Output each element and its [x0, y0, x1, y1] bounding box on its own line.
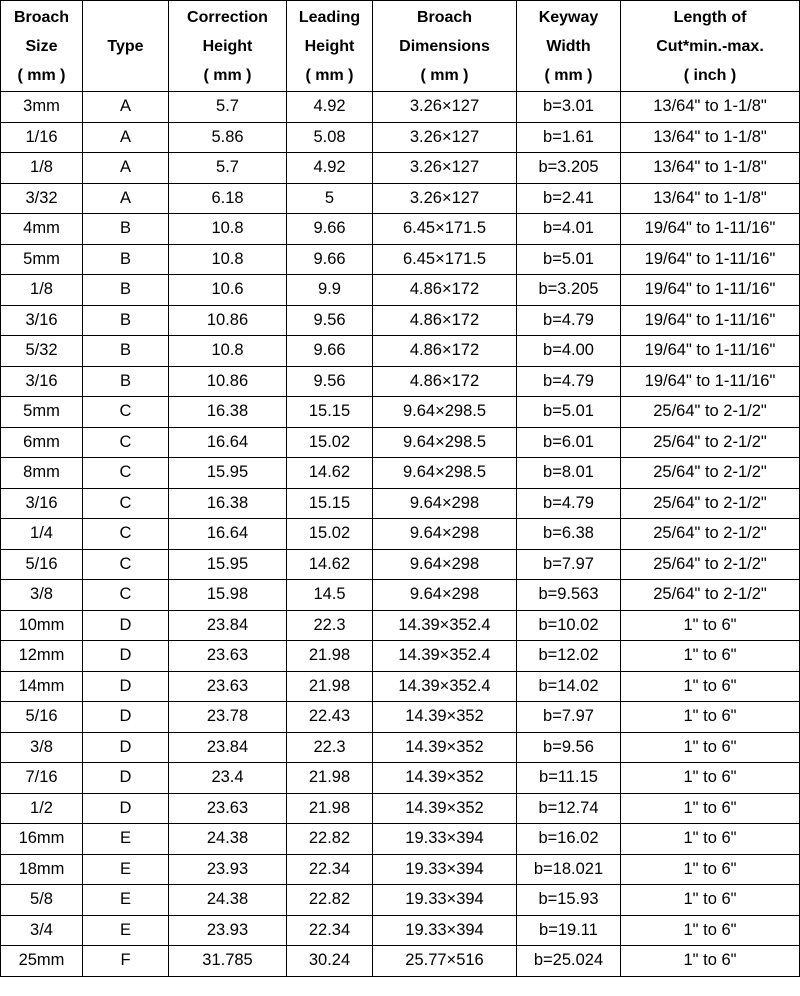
cell-type: D [83, 610, 169, 641]
cell-length-of-cut: 1" to 6" [621, 915, 800, 946]
cell-broach-size: 5mm [1, 244, 83, 275]
table-row [1, 244, 800, 275]
cell-type: B [83, 244, 169, 275]
cell-broach-size: 1/8 [1, 153, 83, 184]
cell-correction-height: 16.38 [169, 397, 287, 428]
cell-correction-height: 23.93 [169, 854, 287, 885]
cell-keyway-width: b=3.205 [517, 153, 621, 184]
cell-keyway-width: b=9.56 [517, 732, 621, 763]
cell-type: D [83, 641, 169, 672]
cell-keyway-width: b=10.02 [517, 610, 621, 641]
cell-keyway-width: b=6.38 [517, 519, 621, 550]
cell-leading-height: 15.15 [287, 488, 373, 519]
cell-broach-size: 4mm [1, 214, 83, 245]
cell-correction-height: 10.8 [169, 244, 287, 275]
cell-broach-size: 3/16 [1, 305, 83, 336]
cell-correction-height: 10.8 [169, 336, 287, 367]
cell-length-of-cut: 1" to 6" [621, 671, 800, 702]
cell-length-of-cut: 13/64" to 1-1/8" [621, 153, 800, 184]
cell-length-of-cut: 13/64" to 1-1/8" [621, 122, 800, 153]
cell-leading-height: 9.9 [287, 275, 373, 306]
cell-correction-height: 23.63 [169, 793, 287, 824]
cell-type: C [83, 458, 169, 489]
cell-broach-dimensions: 3.26×127 [373, 183, 517, 214]
header-leading-height [287, 1, 373, 92]
cell-correction-height: 23.93 [169, 915, 287, 946]
cell-leading-height: 21.98 [287, 763, 373, 794]
header-line: ( mm ) [17, 66, 66, 84]
cell-leading-height: 9.56 [287, 305, 373, 336]
cell-broach-dimensions: 14.39×352 [373, 732, 517, 763]
table-row [1, 153, 800, 184]
cell-correction-height: 6.18 [169, 183, 287, 214]
cell-length-of-cut: 1" to 6" [621, 793, 800, 824]
header-line: Length of [673, 8, 747, 26]
cell-leading-height: 22.34 [287, 915, 373, 946]
cell-keyway-width: b=3.01 [517, 92, 621, 123]
header-length-of-cut [621, 1, 800, 92]
table-row [1, 458, 800, 489]
cell-broach-size: 18mm [1, 854, 83, 885]
cell-length-of-cut: 1" to 6" [621, 946, 800, 977]
cell-broach-size: 3/16 [1, 366, 83, 397]
cell-type: A [83, 122, 169, 153]
cell-broach-dimensions: 14.39×352 [373, 702, 517, 733]
cell-correction-height: 15.95 [169, 549, 287, 580]
cell-leading-height: 15.02 [287, 427, 373, 458]
cell-broach-dimensions: 4.86×172 [373, 336, 517, 367]
cell-keyway-width: b=3.205 [517, 275, 621, 306]
cell-keyway-width: b=9.563 [517, 580, 621, 611]
header-row [1, 1, 800, 92]
cell-length-of-cut: 25/64" to 2-1/2" [621, 549, 800, 580]
cell-leading-height: 22.3 [287, 732, 373, 763]
cell-broach-dimensions: 19.33×394 [373, 824, 517, 855]
cell-type: E [83, 854, 169, 885]
cell-broach-dimensions: 9.64×298.5 [373, 427, 517, 458]
cell-broach-dimensions: 14.39×352 [373, 763, 517, 794]
cell-leading-height: 14.62 [287, 549, 373, 580]
cell-broach-dimensions: 9.64×298 [373, 580, 517, 611]
cell-length-of-cut: 1" to 6" [621, 885, 800, 916]
cell-broach-dimensions: 19.33×394 [373, 854, 517, 885]
table-row [1, 793, 800, 824]
table-row [1, 671, 800, 702]
cell-length-of-cut: 25/64" to 2-1/2" [621, 458, 800, 489]
cell-leading-height: 22.82 [287, 824, 373, 855]
cell-broach-size: 16mm [1, 824, 83, 855]
header-line: Cut*min.-max. [656, 37, 764, 55]
cell-broach-dimensions: 9.64×298.5 [373, 397, 517, 428]
cell-type: E [83, 885, 169, 916]
cell-broach-size: 7/16 [1, 763, 83, 794]
cell-broach-dimensions: 6.45×171.5 [373, 214, 517, 245]
cell-leading-height: 30.24 [287, 946, 373, 977]
header-correction-height [169, 1, 287, 92]
cell-correction-height: 24.38 [169, 885, 287, 916]
header-broach-size [1, 1, 83, 92]
cell-broach-dimensions: 14.39×352 [373, 793, 517, 824]
header-line: ( mm ) [203, 66, 252, 84]
cell-keyway-width: b=7.97 [517, 702, 621, 733]
cell-length-of-cut: 19/64" to 1-11/16" [621, 244, 800, 275]
cell-length-of-cut: 19/64" to 1-11/16" [621, 366, 800, 397]
cell-leading-height: 21.98 [287, 641, 373, 672]
header-line: Dimensions [399, 37, 490, 55]
table-row [1, 580, 800, 611]
table-row [1, 824, 800, 855]
table-row [1, 946, 800, 977]
cell-broach-dimensions: 3.26×127 [373, 153, 517, 184]
cell-length-of-cut: 25/64" to 2-1/2" [621, 580, 800, 611]
table-row [1, 214, 800, 245]
cell-leading-height: 14.62 [287, 458, 373, 489]
cell-broach-size: 12mm [1, 641, 83, 672]
header-line: Keyway [538, 8, 599, 26]
cell-broach-dimensions: 19.33×394 [373, 885, 517, 916]
cell-length-of-cut: 25/64" to 2-1/2" [621, 488, 800, 519]
table-row [1, 366, 800, 397]
cell-broach-size: 14mm [1, 671, 83, 702]
cell-keyway-width: b=12.74 [517, 793, 621, 824]
cell-correction-height: 15.95 [169, 458, 287, 489]
cell-type: C [83, 549, 169, 580]
header-line: Width [546, 37, 591, 55]
cell-broach-size: 5/8 [1, 885, 83, 916]
cell-length-of-cut: 1" to 6" [621, 641, 800, 672]
table-row [1, 92, 800, 123]
cell-length-of-cut: 25/64" to 2-1/2" [621, 519, 800, 550]
cell-broach-size: 5/16 [1, 549, 83, 580]
table-row [1, 305, 800, 336]
cell-broach-size: 1/2 [1, 793, 83, 824]
cell-type: B [83, 214, 169, 245]
cell-keyway-width: b=25.024 [517, 946, 621, 977]
header-line: Broach [416, 8, 473, 26]
cell-broach-dimensions: 19.33×394 [373, 915, 517, 946]
cell-broach-size: 3/8 [1, 580, 83, 611]
table-row [1, 549, 800, 580]
cell-leading-height: 15.02 [287, 519, 373, 550]
cell-keyway-width: b=5.01 [517, 244, 621, 275]
cell-broach-size: 6mm [1, 427, 83, 458]
cell-broach-size: 3mm [1, 92, 83, 123]
table-row [1, 488, 800, 519]
table-row [1, 336, 800, 367]
table-row [1, 519, 800, 550]
cell-type: C [83, 427, 169, 458]
cell-leading-height: 22.34 [287, 854, 373, 885]
cell-leading-height: 22.82 [287, 885, 373, 916]
cell-length-of-cut: 13/64" to 1-1/8" [621, 92, 800, 123]
cell-broach-dimensions: 9.64×298 [373, 549, 517, 580]
cell-broach-size: 10mm [1, 610, 83, 641]
cell-leading-height: 9.56 [287, 366, 373, 397]
cell-broach-dimensions: 25.77×516 [373, 946, 517, 977]
cell-length-of-cut: 1" to 6" [621, 763, 800, 794]
cell-broach-dimensions: 14.39×352.4 [373, 671, 517, 702]
cell-correction-height: 23.78 [169, 702, 287, 733]
cell-type: B [83, 366, 169, 397]
cell-broach-size: 1/8 [1, 275, 83, 306]
cell-broach-dimensions: 4.86×172 [373, 305, 517, 336]
cell-correction-height: 23.63 [169, 671, 287, 702]
header-line: ( mm ) [420, 66, 469, 84]
cell-leading-height: 9.66 [287, 214, 373, 245]
header-keyway-width [517, 1, 621, 92]
cell-broach-dimensions: 3.26×127 [373, 122, 517, 153]
cell-broach-dimensions: 9.64×298.5 [373, 458, 517, 489]
cell-type: E [83, 824, 169, 855]
cell-keyway-width: b=4.00 [517, 336, 621, 367]
cell-keyway-width: b=4.79 [517, 366, 621, 397]
cell-leading-height: 4.92 [287, 92, 373, 123]
cell-correction-height: 5.7 [169, 153, 287, 184]
cell-length-of-cut: 1" to 6" [621, 610, 800, 641]
cell-broach-dimensions: 9.64×298 [373, 488, 517, 519]
header-line: Size [25, 37, 58, 55]
table-row [1, 275, 800, 306]
cell-broach-dimensions: 3.26×127 [373, 92, 517, 123]
cell-keyway-width: b=14.02 [517, 671, 621, 702]
cell-leading-height: 5.08 [287, 122, 373, 153]
cell-length-of-cut: 19/64" to 1-11/16" [621, 305, 800, 336]
cell-keyway-width: b=8.01 [517, 458, 621, 489]
cell-leading-height: 21.98 [287, 793, 373, 824]
cell-broach-size: 3/32 [1, 183, 83, 214]
cell-broach-dimensions: 4.86×172 [373, 275, 517, 306]
header-line: Height [304, 37, 355, 55]
cell-correction-height: 16.64 [169, 427, 287, 458]
cell-correction-height: 5.7 [169, 92, 287, 123]
header-line: Correction [187, 8, 268, 26]
cell-type: D [83, 763, 169, 794]
cell-type: D [83, 702, 169, 733]
table-row [1, 122, 800, 153]
cell-keyway-width: b=12.02 [517, 641, 621, 672]
cell-length-of-cut: 19/64" to 1-11/16" [621, 336, 800, 367]
cell-keyway-width: b=2.41 [517, 183, 621, 214]
cell-correction-height: 10.86 [169, 305, 287, 336]
cell-type: F [83, 946, 169, 977]
table-body [1, 92, 800, 977]
cell-correction-height: 16.38 [169, 488, 287, 519]
cell-broach-size: 1/16 [1, 122, 83, 153]
cell-length-of-cut: 25/64" to 2-1/2" [621, 427, 800, 458]
cell-type: D [83, 732, 169, 763]
cell-broach-size: 3/16 [1, 488, 83, 519]
cell-correction-height: 24.38 [169, 824, 287, 855]
cell-broach-size: 1/4 [1, 519, 83, 550]
cell-type: B [83, 275, 169, 306]
table-row [1, 854, 800, 885]
cell-correction-height: 10.86 [169, 366, 287, 397]
cell-leading-height: 4.92 [287, 153, 373, 184]
cell-length-of-cut: 1" to 6" [621, 854, 800, 885]
table-row [1, 915, 800, 946]
cell-type: D [83, 671, 169, 702]
cell-leading-height: 22.43 [287, 702, 373, 733]
cell-broach-dimensions: 9.64×298 [373, 519, 517, 550]
cell-length-of-cut: 19/64" to 1-11/16" [621, 275, 800, 306]
cell-type: C [83, 519, 169, 550]
cell-keyway-width: b=4.79 [517, 488, 621, 519]
cell-broach-dimensions: 4.86×172 [373, 366, 517, 397]
cell-type: A [83, 183, 169, 214]
table-row [1, 641, 800, 672]
cell-correction-height: 15.98 [169, 580, 287, 611]
cell-type: C [83, 580, 169, 611]
cell-keyway-width: b=5.01 [517, 397, 621, 428]
cell-leading-height: 15.15 [287, 397, 373, 428]
cell-broach-size: 3/4 [1, 915, 83, 946]
header-line: Leading [298, 8, 361, 26]
cell-keyway-width: b=15.93 [517, 885, 621, 916]
cell-keyway-width: b=1.61 [517, 122, 621, 153]
header-line: Broach [13, 8, 70, 26]
cell-broach-size: 5/32 [1, 336, 83, 367]
cell-broach-size: 5/16 [1, 702, 83, 733]
cell-type: B [83, 336, 169, 367]
cell-correction-height: 23.84 [169, 610, 287, 641]
cell-leading-height: 14.5 [287, 580, 373, 611]
cell-correction-height: 31.785 [169, 946, 287, 977]
cell-keyway-width: b=18.021 [517, 854, 621, 885]
cell-correction-height: 16.64 [169, 519, 287, 550]
cell-broach-dimensions: 14.39×352.4 [373, 610, 517, 641]
cell-keyway-width: b=16.02 [517, 824, 621, 855]
header-line: ( mm ) [305, 66, 354, 84]
cell-leading-height: 9.66 [287, 244, 373, 275]
table-row [1, 763, 800, 794]
table-row [1, 183, 800, 214]
cell-broach-size: 25mm [1, 946, 83, 977]
table-row [1, 397, 800, 428]
cell-broach-size: 5mm [1, 397, 83, 428]
cell-broach-dimensions: 6.45×171.5 [373, 244, 517, 275]
cell-correction-height: 23.4 [169, 763, 287, 794]
table-row [1, 885, 800, 916]
cell-leading-height: 5 [287, 183, 373, 214]
cell-keyway-width: b=4.01 [517, 214, 621, 245]
cell-length-of-cut: 1" to 6" [621, 702, 800, 733]
table-row [1, 427, 800, 458]
cell-correction-height: 23.63 [169, 641, 287, 672]
cell-leading-height: 22.3 [287, 610, 373, 641]
cell-correction-height: 10.8 [169, 214, 287, 245]
cell-broach-size: 8mm [1, 458, 83, 489]
header-line: Height [202, 37, 253, 55]
cell-type: C [83, 488, 169, 519]
cell-correction-height: 5.86 [169, 122, 287, 153]
cell-type: A [83, 153, 169, 184]
cell-leading-height: 9.66 [287, 336, 373, 367]
cell-type: D [83, 793, 169, 824]
table-header [1, 1, 800, 92]
header-line: Type [107, 37, 144, 55]
cell-leading-height: 21.98 [287, 671, 373, 702]
cell-keyway-width: b=7.97 [517, 549, 621, 580]
header-type [83, 1, 169, 92]
cell-keyway-width: b=19.11 [517, 915, 621, 946]
cell-correction-height: 10.6 [169, 275, 287, 306]
cell-type: A [83, 92, 169, 123]
cell-length-of-cut: 19/64" to 1-11/16" [621, 214, 800, 245]
cell-type: E [83, 915, 169, 946]
cell-length-of-cut: 25/64" to 2-1/2" [621, 397, 800, 428]
table-row [1, 702, 800, 733]
cell-type: C [83, 397, 169, 428]
header-line: ( mm ) [544, 66, 593, 84]
cell-correction-height: 23.84 [169, 732, 287, 763]
cell-length-of-cut: 1" to 6" [621, 732, 800, 763]
cell-keyway-width: b=11.15 [517, 763, 621, 794]
cell-length-of-cut: 1" to 6" [621, 824, 800, 855]
header-line: ( inch ) [683, 66, 737, 84]
cell-keyway-width: b=4.79 [517, 305, 621, 336]
cell-length-of-cut: 13/64" to 1-1/8" [621, 183, 800, 214]
table-row [1, 732, 800, 763]
cell-type: B [83, 305, 169, 336]
table-row [1, 610, 800, 641]
header-broach-dimensions [373, 1, 517, 92]
cell-keyway-width: b=6.01 [517, 427, 621, 458]
cell-broach-dimensions: 14.39×352.4 [373, 641, 517, 672]
cell-broach-size: 3/8 [1, 732, 83, 763]
